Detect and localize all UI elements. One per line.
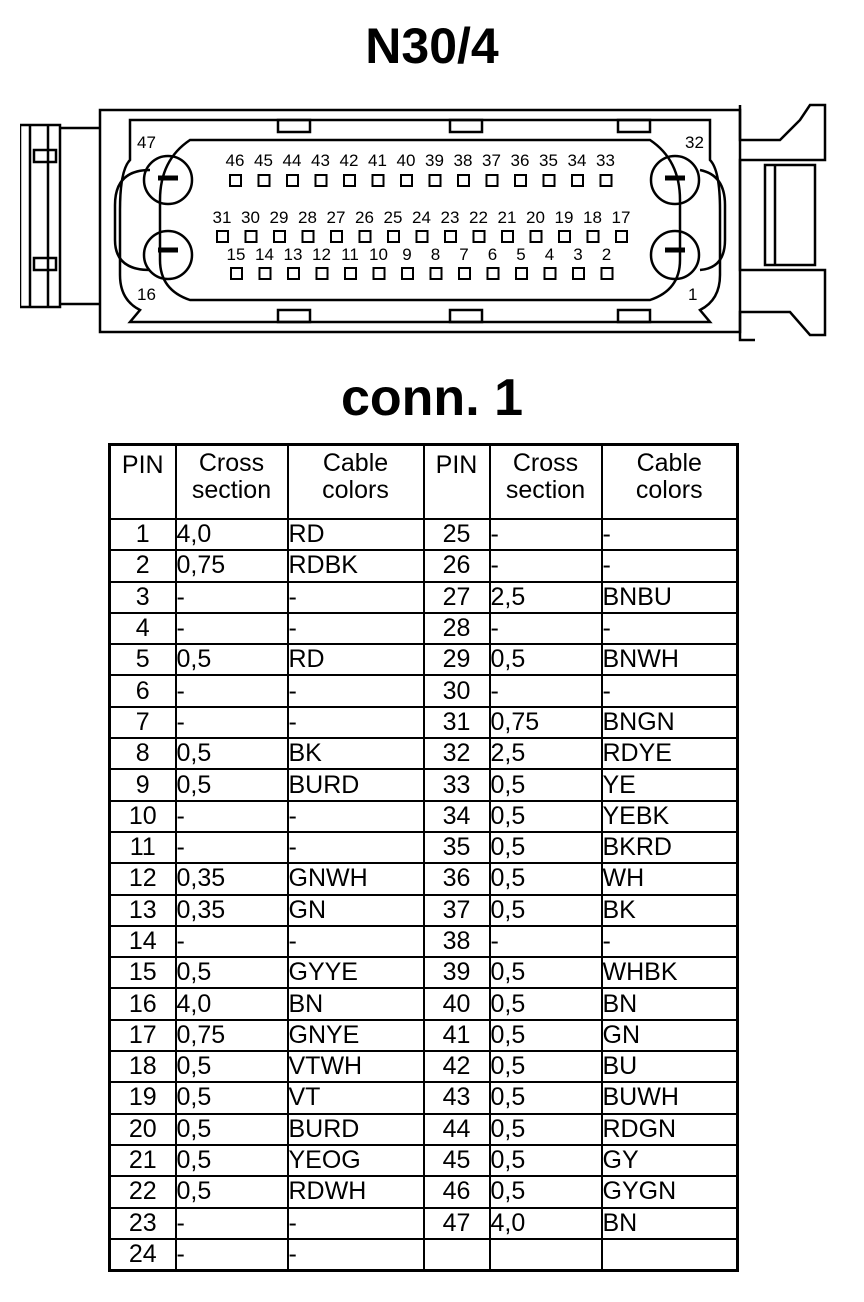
pin-cell: 25 xyxy=(424,519,490,550)
table-row xyxy=(110,675,738,706)
pin-number-label: 17 xyxy=(611,208,631,227)
pin-number-label: 20 xyxy=(526,208,545,227)
cable-color-cell: - xyxy=(288,801,424,832)
pin-cavity xyxy=(360,231,371,242)
pin-cell: 11 xyxy=(110,832,176,863)
pin-number-label: 10 xyxy=(369,245,388,264)
cross-section-cell: 0,35 xyxy=(176,863,288,894)
cross-section-cell: 4,0 xyxy=(176,988,288,1019)
header-pin-right: PIN xyxy=(424,445,490,520)
pin-cavity xyxy=(344,175,355,186)
pin-cavity xyxy=(544,175,555,186)
cable-color-cell: RDGN xyxy=(602,1114,738,1145)
cable-color-cell: GYYE xyxy=(288,957,424,988)
pin-cavity xyxy=(459,268,470,279)
cable-color-cell: BN xyxy=(602,988,738,1019)
table-row xyxy=(110,1208,738,1239)
pin-cavity xyxy=(287,175,298,186)
table-row xyxy=(110,550,738,581)
pin-number-label: 33 xyxy=(596,151,615,170)
pin-table xyxy=(108,443,739,1272)
pin-cavity xyxy=(458,175,469,186)
pin-number-label: 14 xyxy=(255,245,274,264)
cross-section-cell: 0,5 xyxy=(490,895,602,926)
cable-color-cell: - xyxy=(288,675,424,706)
pin-number-label: 26 xyxy=(355,208,374,227)
pin-cavity xyxy=(616,231,627,242)
pin-cavity xyxy=(430,175,441,186)
table-row xyxy=(110,988,738,1019)
pin-cell: 36 xyxy=(424,863,490,894)
pin-cell: 1 xyxy=(110,519,176,550)
cross-section-cell: - xyxy=(176,613,288,644)
table-row xyxy=(110,957,738,988)
table-row xyxy=(110,1114,738,1145)
pin-cell: 2 xyxy=(110,550,176,581)
corner-label-16: 16 xyxy=(137,285,156,304)
pin-number-label: 3 xyxy=(573,245,583,264)
pin-cell: 28 xyxy=(424,613,490,644)
pin-cell: 22 xyxy=(110,1176,176,1207)
pin-number-label: 21 xyxy=(497,208,517,227)
cross-section-cell: 0,5 xyxy=(176,1051,288,1082)
cable-color-cell: - xyxy=(288,1208,424,1239)
cable-color-cell: GNYE xyxy=(288,1020,424,1051)
pin-number-label: 22 xyxy=(469,208,488,227)
pin-number-label: 37 xyxy=(482,151,501,170)
cross-section-cell: 4,0 xyxy=(490,1208,602,1239)
pin-cavity xyxy=(572,175,583,186)
pin-cell: 6 xyxy=(110,675,176,706)
corner-label-32: 32 xyxy=(685,133,704,152)
pin-cavity xyxy=(445,231,456,242)
table-row xyxy=(110,895,738,926)
pin-number-label: 34 xyxy=(567,151,587,170)
cross-section-cell xyxy=(490,1239,602,1271)
cable-color-cell: - xyxy=(288,926,424,957)
pin-number-label: 9 xyxy=(402,245,412,264)
cross-section-cell: 4,0 xyxy=(176,519,288,550)
cross-section-cell: - xyxy=(176,1208,288,1239)
pin-cavity xyxy=(217,231,228,242)
table-row xyxy=(110,1176,738,1207)
pin-cell: 14 xyxy=(110,926,176,957)
pin-cell: 37 xyxy=(424,895,490,926)
cross-section-cell: - xyxy=(176,801,288,832)
pin-number-label: 39 xyxy=(425,151,444,170)
table-row xyxy=(110,1145,738,1176)
pin-cell: 40 xyxy=(424,988,490,1019)
pin-number-label: 41 xyxy=(368,151,387,170)
cross-section-cell: - xyxy=(176,926,288,957)
cross-section-cell: 0,5 xyxy=(176,1145,288,1176)
pin-cell: 13 xyxy=(110,895,176,926)
cross-section-cell: 0,5 xyxy=(490,988,602,1019)
cable-color-cell: GYGN xyxy=(602,1176,738,1207)
pin-cell: 31 xyxy=(424,707,490,738)
pin-number-label: 35 xyxy=(539,151,558,170)
cross-section-cell: - xyxy=(490,926,602,957)
cable-color-cell: - xyxy=(602,926,738,957)
pin-number-label: 25 xyxy=(383,208,403,227)
pin-cavity xyxy=(602,268,613,279)
pin-cavity xyxy=(487,175,498,186)
pin-cell: 45 xyxy=(424,1145,490,1176)
cable-color-cell: BN xyxy=(288,988,424,1019)
cable-color-cell: RD xyxy=(288,519,424,550)
pin-number-label: 43 xyxy=(311,151,330,170)
pin-number-label: 45 xyxy=(254,151,273,170)
cross-section-cell: 0,5 xyxy=(176,1114,288,1145)
cross-section-cell: 0,5 xyxy=(176,769,288,800)
pin-cell: 10 xyxy=(110,801,176,832)
pin-table-header xyxy=(110,445,738,520)
cross-section-cell: 0,5 xyxy=(490,1145,602,1176)
pin-cavity xyxy=(402,268,413,279)
table-row xyxy=(110,613,738,644)
pin-cell: 34 xyxy=(424,801,490,832)
cross-section-cell: 0,75 xyxy=(176,550,288,581)
pin-cavity xyxy=(231,268,242,279)
header-cross-section-right: Cross section xyxy=(490,445,602,520)
table-row xyxy=(110,801,738,832)
table-row xyxy=(110,519,738,550)
pin-cell: 15 xyxy=(110,957,176,988)
table-row xyxy=(110,926,738,957)
pin-cell: 42 xyxy=(424,1051,490,1082)
pin-cavity xyxy=(246,231,257,242)
table-row xyxy=(110,832,738,863)
pin-cell: 47 xyxy=(424,1208,490,1239)
pin-number-label: 27 xyxy=(326,208,346,227)
cable-color-cell: BUWH xyxy=(602,1082,738,1113)
pin-number-label: 38 xyxy=(453,151,473,170)
pin-cell: 3 xyxy=(110,582,176,613)
pin-cavity xyxy=(474,231,485,242)
pin-cell: 9 xyxy=(110,769,176,800)
table-row xyxy=(110,769,738,800)
cross-section-cell: 0,5 xyxy=(490,957,602,988)
pin-cavity xyxy=(316,175,327,186)
cable-color-cell xyxy=(602,1239,738,1271)
cable-color-cell: - xyxy=(602,675,738,706)
pin-cavity xyxy=(288,268,299,279)
pin-cavity xyxy=(401,175,412,186)
cross-section-cell: 0,5 xyxy=(490,1082,602,1113)
pin-cell: 39 xyxy=(424,957,490,988)
pin-cell: 24 xyxy=(110,1239,176,1271)
cable-color-cell: BK xyxy=(288,738,424,769)
pin-number-label: 42 xyxy=(339,151,359,170)
pin-cavity xyxy=(516,268,527,279)
cable-color-cell: BN xyxy=(602,1208,738,1239)
cross-section-cell: 0,5 xyxy=(176,738,288,769)
cable-color-cell: - xyxy=(288,1239,424,1271)
pin-cavity xyxy=(531,231,542,242)
cable-color-cell: BNGN xyxy=(602,707,738,738)
left-latch xyxy=(20,125,60,307)
cross-section-cell: 0,5 xyxy=(176,1176,288,1207)
cross-section-cell: 0,5 xyxy=(490,1020,602,1051)
cross-section-cell: 2,5 xyxy=(490,582,602,613)
cross-section-cell: 0,35 xyxy=(176,895,288,926)
cable-color-cell: RDYE xyxy=(602,738,738,769)
cross-section-cell: - xyxy=(490,613,602,644)
pin-cavity xyxy=(573,268,584,279)
pin-number-label: 36 xyxy=(510,151,530,170)
pin-cell: 21 xyxy=(110,1145,176,1176)
cable-color-cell: GN xyxy=(602,1020,738,1051)
cable-color-cell: BNWH xyxy=(602,644,738,675)
cross-section-cell: 0,5 xyxy=(490,1176,602,1207)
cable-color-cell: - xyxy=(288,582,424,613)
cable-color-cell: VT xyxy=(288,1082,424,1113)
pin-cavity xyxy=(230,175,241,186)
table-row xyxy=(110,863,738,894)
pin-cell xyxy=(424,1239,490,1271)
pin-cell: 38 xyxy=(424,926,490,957)
pin-cavity xyxy=(331,231,342,242)
pin-cavity xyxy=(502,231,513,242)
pin-cavity xyxy=(374,268,385,279)
pin-cavity xyxy=(274,231,285,242)
cross-section-cell: 0,5 xyxy=(490,1051,602,1082)
pin-number-label: 15 xyxy=(226,245,246,264)
pin-number-label: 18 xyxy=(583,208,602,227)
cable-color-cell: - xyxy=(288,832,424,863)
table-row xyxy=(110,1239,738,1271)
table-row xyxy=(110,707,738,738)
cross-section-cell: 2,5 xyxy=(490,738,602,769)
pin-number-label: 2 xyxy=(601,245,612,264)
cable-color-cell: - xyxy=(288,613,424,644)
cable-color-cell: RD xyxy=(288,644,424,675)
cable-color-cell: GY xyxy=(602,1145,738,1176)
pin-number-label: 8 xyxy=(430,245,441,264)
pin-cavity xyxy=(417,231,428,242)
pin-cell: 43 xyxy=(424,1082,490,1113)
table-row xyxy=(110,644,738,675)
cross-section-cell: 0,5 xyxy=(176,644,288,675)
pin-cell: 33 xyxy=(424,769,490,800)
cable-color-cell: BNBU xyxy=(602,582,738,613)
pin-cavity xyxy=(345,268,356,279)
corner-label-47: 47 xyxy=(137,133,156,152)
cross-section-cell: 0,5 xyxy=(490,832,602,863)
cable-color-cell: - xyxy=(602,613,738,644)
cable-color-cell: BURD xyxy=(288,1114,424,1145)
header-cable-colors-left: Cable colors xyxy=(288,445,424,520)
pin-cell: 16 xyxy=(110,988,176,1019)
pin-cell: 32 xyxy=(424,738,490,769)
pin-cell: 27 xyxy=(424,582,490,613)
cable-color-cell: - xyxy=(602,519,738,550)
pin-cavity xyxy=(388,231,399,242)
pin-cell: 44 xyxy=(424,1114,490,1145)
cross-section-cell: 0,5 xyxy=(490,769,602,800)
cable-color-cell: BU xyxy=(602,1051,738,1082)
pin-cell: 5 xyxy=(110,644,176,675)
pin-number-label: 30 xyxy=(241,208,260,227)
cross-section-cell: - xyxy=(176,675,288,706)
pin-cell: 30 xyxy=(424,675,490,706)
cross-section-cell: - xyxy=(490,519,602,550)
cable-color-cell: - xyxy=(288,707,424,738)
cable-color-cell: RDWH xyxy=(288,1176,424,1207)
pin-cavity xyxy=(259,175,270,186)
pin-number-label: 28 xyxy=(298,208,317,227)
connector-subtitle: conn. 1 xyxy=(340,369,524,427)
cable-color-cell: BURD xyxy=(288,769,424,800)
cable-color-cell: YE xyxy=(602,769,738,800)
pin-number-label: 29 xyxy=(269,208,289,227)
pin-cell: 17 xyxy=(110,1020,176,1051)
cross-section-cell: - xyxy=(490,675,602,706)
cross-section-cell: 0,5 xyxy=(490,801,602,832)
cable-color-cell: RDBK xyxy=(288,550,424,581)
cable-color-cell: BKRD xyxy=(602,832,738,863)
table-row xyxy=(110,1051,738,1082)
pin-number-label: 31 xyxy=(212,208,232,227)
pin-cavity xyxy=(545,268,556,279)
cross-section-cell: 0,5 xyxy=(176,957,288,988)
cable-color-cell: YEBK xyxy=(602,801,738,832)
pin-cavity xyxy=(317,268,328,279)
cross-section-cell: - xyxy=(176,707,288,738)
cable-color-cell: WHBK xyxy=(602,957,738,988)
cable-color-cell: BK xyxy=(602,895,738,926)
pin-number-label: 4 xyxy=(544,245,555,264)
pin-number-label: 46 xyxy=(225,151,245,170)
cross-section-cell: 0,75 xyxy=(490,707,602,738)
table-row xyxy=(110,582,738,613)
pin-cell: 35 xyxy=(424,832,490,863)
corner-label-1: 1 xyxy=(688,285,698,304)
pin-number-label: 19 xyxy=(554,208,574,227)
pin-cavity xyxy=(515,175,526,186)
pin-number-label: 7 xyxy=(459,245,469,264)
table-row xyxy=(110,1020,738,1051)
pin-number-label: 11 xyxy=(341,245,359,264)
cross-section-cell: 0,5 xyxy=(176,1082,288,1113)
cross-section-cell: - xyxy=(176,582,288,613)
pin-cavity xyxy=(431,268,442,279)
pin-cell: 18 xyxy=(110,1051,176,1082)
pin-cavity xyxy=(559,231,570,242)
pin-cavity xyxy=(588,231,599,242)
header-pin-left: PIN xyxy=(110,445,176,520)
header-cross-section-left: Cross section xyxy=(176,445,288,520)
pin-cell: 29 xyxy=(424,644,490,675)
cross-section-cell: 0,5 xyxy=(490,644,602,675)
cross-section-cell: 0,5 xyxy=(490,1114,602,1145)
pin-number-label: 44 xyxy=(282,151,302,170)
pin-cell: 23 xyxy=(110,1208,176,1239)
pin-cell: 20 xyxy=(110,1114,176,1145)
cross-section-cell: - xyxy=(176,1239,288,1271)
cross-section-cell: 0,5 xyxy=(490,863,602,894)
cable-color-cell: WH xyxy=(602,863,738,894)
pin-number-label: 6 xyxy=(487,245,498,264)
pin-cavity xyxy=(373,175,384,186)
pin-cell: 12 xyxy=(110,863,176,894)
pin-number-label: 23 xyxy=(440,208,460,227)
connector-drawing xyxy=(20,100,840,345)
cross-section-cell: 0,75 xyxy=(176,1020,288,1051)
pin-cell: 7 xyxy=(110,707,176,738)
pin-number-label: 12 xyxy=(312,245,331,264)
pin-number-label: 13 xyxy=(283,245,303,264)
pin-number-label: 40 xyxy=(396,151,416,170)
cross-section-cell: - xyxy=(490,550,602,581)
pin-cavity xyxy=(260,268,271,279)
table-row xyxy=(110,738,738,769)
pin-cavity xyxy=(303,231,314,242)
cable-color-cell: - xyxy=(602,550,738,581)
connector-title: N30/4 xyxy=(365,18,499,74)
table-row xyxy=(110,1082,738,1113)
pin-cavity xyxy=(488,268,499,279)
cable-color-cell: GN xyxy=(288,895,424,926)
cross-section-cell: - xyxy=(176,832,288,863)
pin-cell: 19 xyxy=(110,1082,176,1113)
cable-color-cell: VTWH xyxy=(288,1051,424,1082)
cable-color-cell: YEOG xyxy=(288,1145,424,1176)
pin-cavity xyxy=(601,175,612,186)
pin-cell: 4 xyxy=(110,613,176,644)
pin-number-label: 5 xyxy=(516,245,526,264)
pin-cell: 46 xyxy=(424,1176,490,1207)
pin-cell: 8 xyxy=(110,738,176,769)
header-cable-colors-right: Cable colors xyxy=(602,445,738,520)
pin-cell: 26 xyxy=(424,550,490,581)
cable-color-cell: GNWH xyxy=(288,863,424,894)
pin-number-label: 24 xyxy=(412,208,431,227)
pin-cell: 41 xyxy=(424,1020,490,1051)
